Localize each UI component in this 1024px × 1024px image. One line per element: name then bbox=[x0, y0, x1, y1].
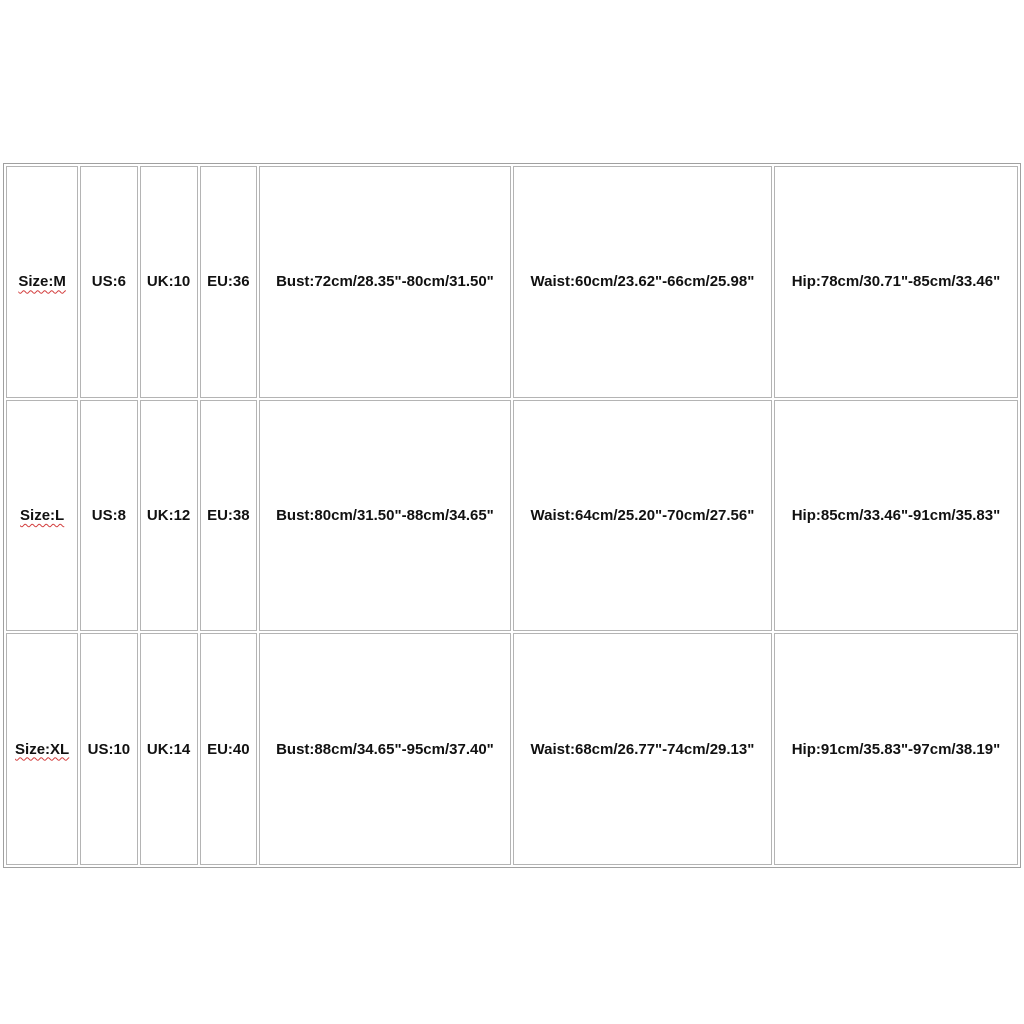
size-label: Size:L bbox=[20, 506, 65, 524]
hip-cell: Hip:78cm/30.71"-85cm/33.46" bbox=[774, 166, 1018, 398]
size-cell bbox=[6, 633, 78, 865]
eu-size-cell: EU:38 bbox=[200, 400, 257, 632]
us-size-cell: US:6 bbox=[80, 166, 137, 398]
uk-size-cell: UK:10 bbox=[140, 166, 198, 398]
bust-cell: Bust:72cm/28.35"-80cm/31.50" bbox=[259, 166, 511, 398]
eu-size-cell: EU:40 bbox=[200, 633, 257, 865]
size-cell bbox=[6, 400, 78, 632]
size-cell bbox=[6, 166, 78, 398]
table-row bbox=[6, 633, 1018, 865]
waist-cell: Waist:60cm/23.62"-66cm/25.98" bbox=[513, 166, 772, 398]
size-label: Size:XL bbox=[15, 740, 70, 758]
size-chart-table bbox=[3, 163, 1021, 868]
waist-cell: Waist:68cm/26.77"-74cm/29.13" bbox=[513, 633, 772, 865]
hip-cell: Hip:85cm/33.46"-91cm/35.83" bbox=[774, 400, 1018, 632]
bust-cell: Bust:80cm/31.50"-88cm/34.65" bbox=[259, 400, 511, 632]
hip-cell: Hip:91cm/35.83"-97cm/38.19" bbox=[774, 633, 1018, 865]
waist-cell: Waist:64cm/25.20"-70cm/27.56" bbox=[513, 400, 772, 632]
table-row bbox=[6, 400, 1018, 632]
table-row bbox=[6, 166, 1018, 398]
uk-size-cell: UK:12 bbox=[140, 400, 198, 632]
us-size-cell: US:10 bbox=[80, 633, 137, 865]
bust-cell: Bust:88cm/34.65"-95cm/37.40" bbox=[259, 633, 511, 865]
uk-size-cell: UK:14 bbox=[140, 633, 198, 865]
size-label: Size:M bbox=[18, 273, 66, 291]
us-size-cell: US:8 bbox=[80, 400, 137, 632]
eu-size-cell: EU:36 bbox=[200, 166, 257, 398]
